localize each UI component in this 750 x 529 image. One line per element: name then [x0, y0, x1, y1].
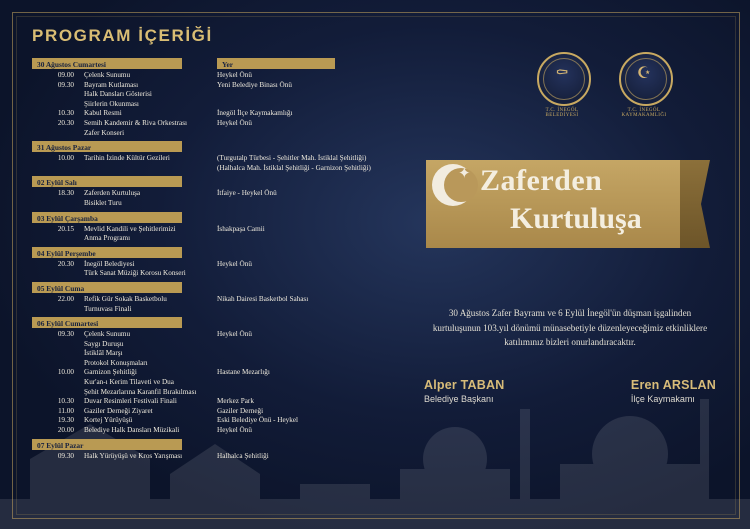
day-header: [32, 212, 422, 223]
event-row: [32, 415, 422, 425]
event-row: [32, 387, 422, 397]
event-time: 19.30: [57, 416, 74, 425]
event-time: 20.30: [57, 259, 74, 268]
event-time: 09.00: [57, 71, 74, 79]
event-name: Şehit Mezarlarına Karanfil Bırakılması: [84, 387, 197, 396]
day-date-label: 04 Eylül Perşembe: [37, 248, 96, 258]
event-time: 10.00: [57, 368, 74, 377]
event-name: Turnuvası Finali: [84, 304, 132, 313]
event-row: [32, 451, 422, 461]
banner-line-1: Zaferden: [480, 164, 603, 197]
event-name: Çelenk Sunumu: [84, 330, 131, 339]
day-date-label: 31 Ağustos Pazar: [37, 143, 92, 153]
event-list: [32, 224, 422, 243]
event-list: [32, 188, 422, 207]
event-place: Yeni Belediye Binası Önü: [217, 80, 292, 89]
banner-line-2: Kurtuluşa: [510, 202, 642, 235]
signatory-mayor: [424, 378, 504, 404]
event-name: Gaziler Derneği Ziyaret: [84, 406, 153, 415]
event-name: Anma Programı: [84, 234, 131, 243]
event-list: [32, 329, 422, 435]
event-row: [32, 153, 422, 163]
event-place: Heykel Önü: [217, 426, 252, 435]
event-place: Heykel Önü: [217, 118, 252, 127]
event-place: Merkez Park: [217, 397, 254, 406]
event-place: Hastane Mezarlığı: [217, 368, 270, 377]
event-name: Türk Sanat Müziği Korosu Konseri: [84, 269, 186, 278]
event-place: Gaziler Derneği: [217, 406, 264, 415]
event-name: Bayram Kutlaması: [84, 80, 139, 89]
event-name: Tarihin İzinde Kültür Gezileri: [84, 154, 170, 163]
event-time: 10.00: [57, 154, 74, 163]
signatory-governor: [631, 378, 716, 404]
event-name: Refik Gür Sokak Basketbolu: [84, 294, 167, 303]
day-date-label: 03 Eylül Çarşamba: [37, 213, 98, 223]
event-row: [32, 80, 422, 90]
event-place: (Halhalca Mah. İstiklal Şehitliği - Garnizon Şehitliği): [217, 163, 371, 172]
event-row: [32, 304, 422, 314]
event-row: [32, 70, 422, 80]
event-name: Halk Dansları Gösterisi: [84, 90, 152, 99]
signatory-name: Eren ARSLAN: [630, 378, 716, 392]
event-row: [32, 396, 422, 406]
event-time: 09.30: [57, 330, 74, 339]
event-place: (Turgutalp Türbesi - Şehitler Mah. İstiklal Şehitliği): [217, 154, 367, 163]
event-row: [32, 348, 422, 358]
event-list: [32, 451, 422, 461]
event-time: 09.30: [57, 451, 74, 460]
event-row: [32, 188, 422, 198]
event-name: Kabul Resmi: [84, 109, 122, 118]
event-row: [32, 108, 422, 118]
event-name: Duvar Resimleri Festivali Finali: [84, 397, 177, 406]
day-date-label: 07 Eylül Pazar: [37, 440, 84, 450]
inegol-belediyesi-emblem: [534, 52, 590, 118]
event-row: [32, 224, 422, 234]
place-header-bar: [217, 58, 335, 69]
event-name: Zafer Konseri: [84, 128, 125, 137]
event-name: Kur'an-ı Kerim Tilaveti ve Dua: [84, 378, 174, 387]
day-header: [32, 282, 422, 293]
event-row: [32, 198, 422, 208]
event-time: 10.30: [57, 397, 74, 406]
event-place: Halhalca Şehitliği: [217, 451, 269, 460]
event-time: 09.30: [57, 80, 74, 89]
event-row: [32, 294, 422, 304]
event-name: Halk Yürüyüşü ve Kros Yarışması: [84, 451, 183, 460]
event-place: Heykel Önü: [217, 71, 252, 79]
program-schedule: [32, 58, 422, 460]
emblem-caption: T.C. İNEGÖL KAYMAKAMLIĞI: [621, 108, 667, 118]
event-place: Heykel Önü: [217, 259, 252, 268]
day-header: [32, 176, 422, 187]
day-header: [32, 439, 422, 450]
mosque-icon: ⚰: [555, 65, 569, 82]
event-row: [32, 425, 422, 435]
page-title: PROGRAM İÇERİĞİ: [32, 26, 213, 45]
event-name: Mevlid Kandili ve Şehitlerimizi: [84, 224, 176, 233]
zaferden-kurtulusa-banner: [418, 150, 718, 258]
event-time: 22.00: [57, 294, 74, 303]
event-row: [32, 329, 422, 339]
event-time: 10.30: [57, 109, 74, 118]
event-row: [32, 118, 422, 128]
event-row: [32, 89, 422, 99]
day-header: [32, 247, 422, 258]
event-name: Kortej Yürüyüşü: [84, 416, 133, 425]
event-row: [32, 233, 422, 243]
event-name: Bisiklet Turu: [84, 198, 122, 207]
star-icon: ✦: [458, 166, 471, 182]
event-place: Heykel Önü: [217, 330, 252, 339]
event-row: [32, 99, 422, 109]
event-name: Garnizon Şehitliği: [84, 368, 137, 377]
day-date-label: 05 Eylül Cuma: [37, 283, 85, 293]
day-header: [32, 141, 422, 152]
emblem-group: [534, 52, 672, 118]
event-place: İshakpaşa Camii: [217, 224, 265, 233]
day-date-label: 06 Eylül Cumartesi: [37, 319, 99, 329]
event-name: Protokol Konuşmaları: [84, 358, 148, 367]
signatory-role: İlçe Kaymakamı: [630, 394, 695, 404]
event-place: İtfaiye - Heykel Önü: [217, 189, 277, 198]
event-time: 11.00: [58, 406, 74, 415]
day-header: [32, 317, 422, 328]
event-time: 18.30: [57, 189, 74, 198]
event-name: Semih Kandemir & Riva Orkestrası: [84, 118, 188, 127]
event-place: İnegöl İlçe Kaymakamlığı: [217, 109, 293, 118]
inegol-kaymakamligi-emblem: [616, 52, 672, 118]
event-row: [32, 268, 422, 278]
event-time: 20.00: [57, 426, 74, 435]
event-row: [32, 128, 422, 138]
event-row: [32, 377, 422, 387]
event-place: Nikah Dairesi Basketbol Sahası: [217, 294, 309, 303]
emblem-caption: T.C. İNEGÖL BELEDİYESİ: [545, 108, 579, 118]
event-list: [32, 294, 422, 313]
signatory-role: Belediye Başkanı: [424, 394, 494, 404]
event-row: [32, 358, 422, 368]
event-name: Saygı Duruşu: [84, 339, 124, 348]
event-name: Zaferden Kurtuluşa: [84, 189, 141, 198]
event-name: İnegöl Belediyesi: [84, 259, 135, 268]
signatory-name: Alper TABAN: [424, 378, 505, 392]
place-column-header: Yer: [222, 60, 234, 69]
event-name: Şiirlerin Okunması: [84, 99, 139, 108]
event-row: [32, 367, 422, 377]
event-row: [32, 339, 422, 349]
day-date-label: 30 Ağustos Cumartesi: [37, 60, 106, 69]
event-row: [32, 163, 422, 173]
signatories: [424, 378, 716, 404]
event-name: Belediye Halk Dansları Müzikali: [84, 426, 180, 435]
event-name: İstiklâl Marşı: [84, 349, 123, 358]
event-list: [32, 153, 422, 172]
event-time: 20.30: [57, 118, 74, 127]
crescent-icon: ☪: [636, 65, 652, 82]
event-row: [32, 406, 422, 416]
event-list: [32, 70, 422, 137]
event-time: 20.15: [57, 224, 74, 233]
invitation-paragraph: 30 Ağustos Zafer Bayramı ve 6 Eylül İnegöl'ün düşman işgalinden kurtuluşunun 103.yıl dönümü münasebetiyle düzenleyeceğimiz etkinliklere katılımınız bizleri onurlandıracaktır.: [432, 308, 708, 348]
event-row: [32, 259, 422, 269]
event-list: [32, 259, 422, 278]
day-header: [32, 58, 422, 69]
day-date-label: 02 Eylül Salı: [37, 178, 77, 188]
event-name: Çelenk Sunumu: [84, 71, 131, 79]
event-place: Eski Belediye Önü - Heykel: [217, 416, 299, 425]
